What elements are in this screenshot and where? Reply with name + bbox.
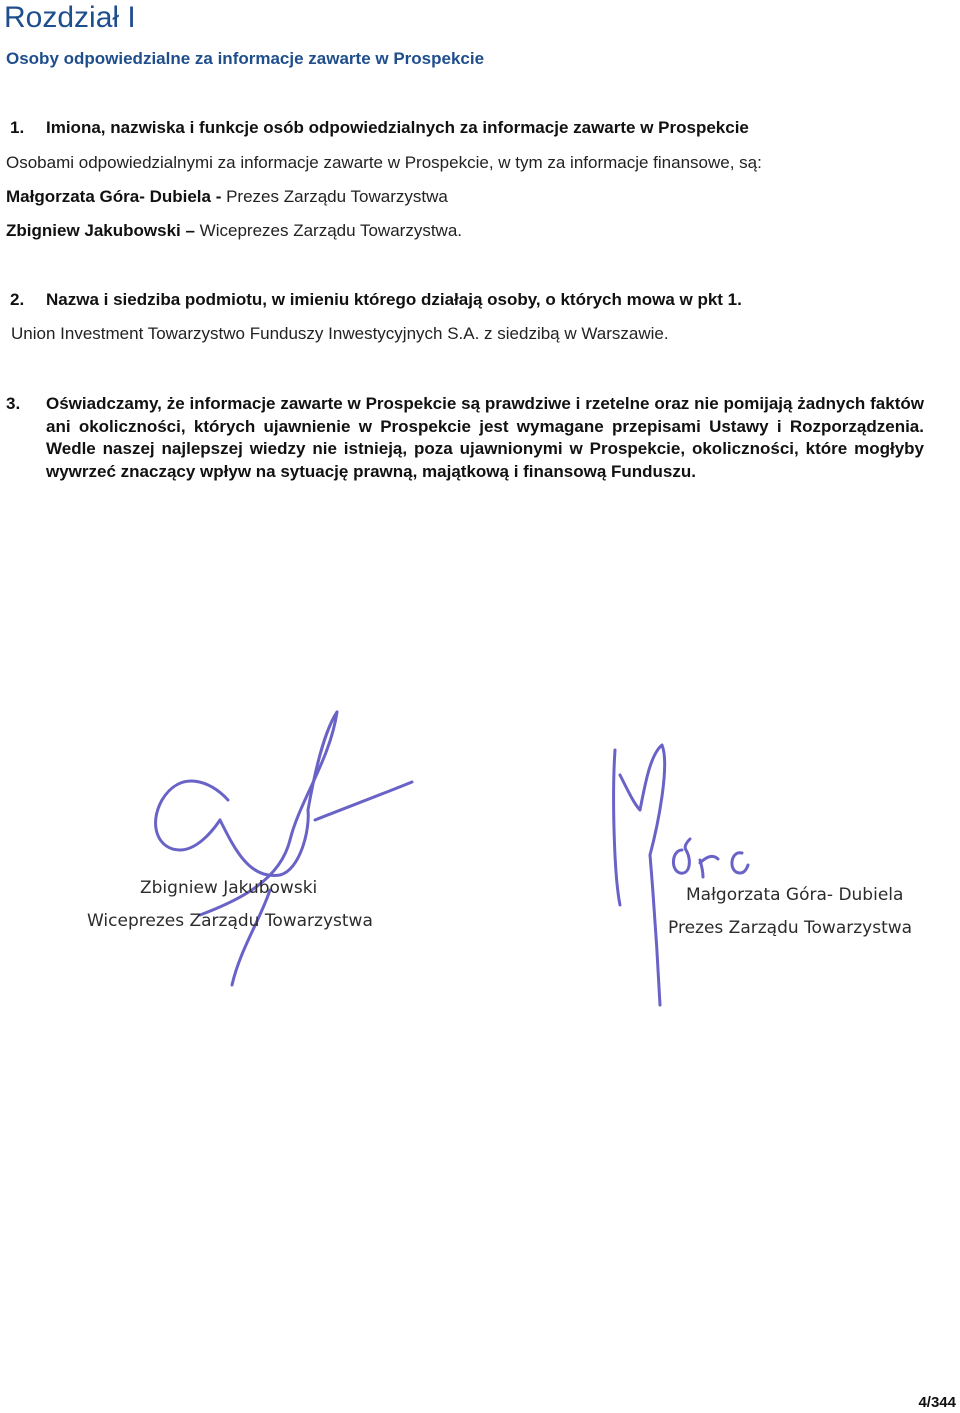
person-line (6, 186, 448, 208)
chapter-title: Rozdział I (4, 1, 136, 34)
person-separator: - (210, 187, 227, 206)
section-3-text: Oświadczamy, że informacje zawarte w Prospekcie są prawdziwe i rzetelne oraz nie pomijają żadnych faktów ani okoliczności, których ujawnienie w Prospekcie jest wymagane przepisami Ustawy i Rozporządzenia. Wedle naszej najlepszej wiedzy nie istnieją, poza ujawnionymi w Prospekcie, okoliczności, które mogłyby wywrzeć znaczący wpływ na sytuację prawną, majątkową i finansową Funduszu. (46, 394, 924, 481)
section-number: 2. (10, 290, 25, 309)
signature-zbigniew-jakubowski (140, 700, 440, 990)
page-number: 4/344 (918, 1394, 956, 1411)
person-name: Małgorzata Góra- Dubiela (6, 187, 211, 206)
signature-name: Małgorzata Góra- Dubiela (686, 885, 904, 905)
signature-role: Wiceprezes Zarządu Towarzystwa (87, 911, 373, 931)
section-number: 1. (10, 118, 25, 137)
signature-name: Zbigniew Jakubowski (140, 878, 318, 898)
signature-malgorzata-gora-dubiela (600, 735, 770, 1015)
section-2-heading (10, 289, 742, 311)
person-name: Zbigniew Jakubowski (6, 221, 181, 240)
person-role: Wiceprezes Zarządu Towarzystwa. (199, 221, 463, 240)
section-heading-text: Imiona, nazwiska i funkcje osób odpowiedzialnych za informacje zawarte w Prospekcie (46, 118, 749, 137)
signature-role: Prezes Zarządu Towarzystwa (668, 918, 913, 938)
section-1-intro: Osobami odpowiedzialnymi za informacje zawarte w Prospekcie, w tym za informacje finansowe, są: (6, 153, 762, 172)
section-number: 3. (6, 394, 21, 413)
section-3 (6, 393, 924, 483)
section-heading-text: Nazwa i siedziba podmiotu, w imieniu którego działają osoby, o których mowa w pkt 1. (46, 290, 742, 309)
section-2-text: Union Investment Towarzystwo Funduszy Inwestycyjnych S.A. z siedzibą w Warszawie. (11, 324, 669, 343)
chapter-subtitle: Osoby odpowiedzialne za informacje zawarte w Prospekcie (6, 49, 485, 68)
person-line (6, 220, 462, 242)
section-1-heading (10, 117, 749, 139)
person-role: Prezes Zarządu Towarzystwa (226, 187, 448, 206)
person-separator: – (180, 221, 200, 240)
